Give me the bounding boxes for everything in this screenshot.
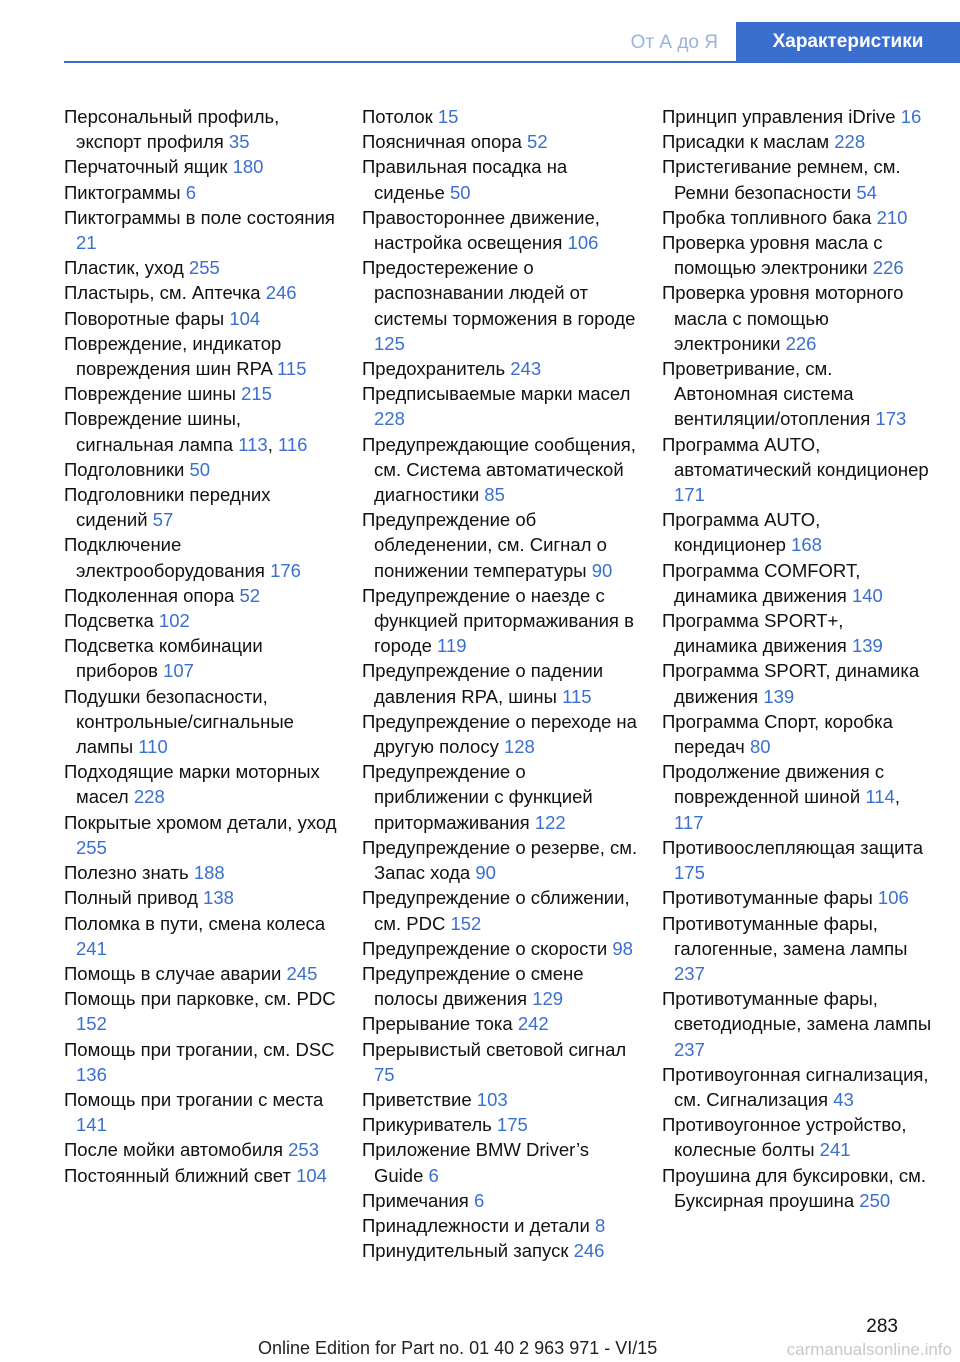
index-entry-text: Противоослепляющая защита — [662, 836, 924, 858]
index-entry-text: Перчаточный ящик — [64, 156, 228, 178]
page-link[interactable]: 104 — [229, 307, 261, 329]
index-entry — [362, 1238, 638, 1263]
index-column-1 — [64, 104, 340, 1188]
index-entry — [662, 129, 932, 154]
page-link[interactable]: 6 — [185, 181, 196, 203]
page-link[interactable]: 210 — [876, 206, 908, 228]
index-entry-text: Приветствие — [362, 1088, 472, 1110]
index-entry — [64, 684, 340, 760]
page-link[interactable]: 90 — [591, 559, 613, 581]
header-active-tab[interactable]: Характеристики — [736, 22, 960, 62]
index-entry — [64, 810, 340, 860]
index-entry — [64, 608, 340, 633]
index-entry-text: Проверка уровня моторного масла с помощью электроники — [662, 282, 904, 354]
index-entry-text: Противотуманные фары — [662, 887, 873, 909]
index-entry-text: Правильная посадка на сиденье — [362, 156, 568, 203]
index-entry — [64, 306, 340, 331]
index-entry — [64, 331, 340, 381]
index-entry-text: Программа Спорт, коробка передач — [662, 710, 893, 758]
page-link[interactable]: 107 — [163, 660, 194, 682]
index-entry — [64, 1087, 340, 1137]
page-link[interactable]: 141 — [76, 1114, 107, 1136]
page-link[interactable]: 171 — [674, 484, 705, 506]
index-entry-text: Программа SPORT+, динамика движения — [662, 610, 847, 657]
index-entry-text: Противоугонное устройство, колесные болты — [662, 1114, 907, 1161]
page-link[interactable]: 176 — [270, 559, 301, 581]
page-link[interactable]: 140 — [851, 584, 883, 606]
page-link[interactable]: 152 — [450, 912, 482, 934]
page-link[interactable]: 250 — [859, 1189, 891, 1211]
index-entry-text: Поворотные фары — [64, 307, 225, 329]
page-link[interactable]: 103 — [476, 1088, 508, 1110]
page-link[interactable]: 242 — [517, 1013, 549, 1035]
index-column-2 — [362, 104, 638, 1263]
page-link[interactable]: 188 — [193, 862, 225, 884]
index-entry-text: Примечания — [362, 1189, 469, 1211]
index-entry-text: Программа AUTO, автоматический кондиционер — [662, 433, 929, 480]
page-link[interactable]: 138 — [203, 887, 234, 909]
index-entry-text: Пиктограммы — [64, 181, 181, 203]
index-entry-text: Подходящие марки моторных масел — [64, 761, 320, 808]
index-entry-text: Прикуриватель — [362, 1114, 492, 1136]
index-entry-text: Предостережение о распознавании людей от системы торможения в городе — [362, 257, 636, 329]
index-column-3 — [662, 104, 932, 1213]
page-link[interactable]: 175 — [496, 1114, 528, 1136]
page-link[interactable]: 115 — [562, 685, 592, 707]
page-link[interactable]: 16 — [900, 106, 922, 127]
index-entry — [362, 356, 638, 381]
page-link[interactable]: 115 — [277, 358, 307, 380]
index-entry — [662, 1062, 932, 1112]
page-link[interactable]: 129 — [532, 988, 564, 1010]
page-link[interactable]: 8 — [594, 1214, 606, 1236]
index-entry — [64, 205, 340, 255]
index-entry-text: Поломка в пути, смена колеса — [64, 912, 326, 934]
page-link[interactable]: 253 — [288, 1139, 319, 1161]
index-entry — [64, 885, 340, 910]
index-entry-text: Подсветка — [64, 610, 154, 632]
page-link[interactable]: 226 — [872, 257, 904, 279]
index-entry — [64, 255, 340, 280]
index-entry — [662, 986, 932, 1062]
header-section-link[interactable]: От А до Я — [630, 32, 718, 53]
page-number: 283 — [866, 1316, 898, 1337]
index-entry — [362, 205, 638, 255]
index-entry — [662, 558, 932, 608]
page-link[interactable]: 175 — [674, 862, 705, 884]
index-entry — [64, 583, 340, 608]
index-entry-text: Пристегивание ремнем, см. Ремни безопасности — [662, 156, 901, 203]
index-entry — [662, 230, 932, 280]
index-entry — [362, 507, 638, 583]
index-entry — [64, 532, 340, 582]
page-link[interactable]: 114 — [865, 786, 895, 808]
page-link[interactable]: 80 — [749, 736, 771, 758]
index-entry-text: Полный привод — [64, 887, 198, 909]
page-link[interactable]: 228 — [374, 408, 405, 430]
index-entry — [64, 104, 340, 154]
index-entry — [64, 280, 340, 305]
index-entry-text: Программа SPORT, динамика движения — [662, 660, 920, 707]
index-entry-text: Потолок — [362, 106, 433, 127]
index-entry — [662, 1163, 932, 1213]
page-link[interactable]: 110 — [138, 736, 168, 758]
index-entry — [662, 154, 932, 204]
index-entry-text: Правостороннее движение, настройка освещения — [362, 206, 600, 254]
index-entry-text: Проверка уровня масла с помощью электроники — [662, 232, 883, 279]
page-link[interactable]: 246 — [573, 1240, 605, 1262]
index-entry-text: Прерывание тока — [362, 1013, 513, 1035]
page-link[interactable]: 128 — [503, 736, 535, 758]
index-entry-text: Принудительный запуск — [362, 1240, 569, 1262]
page-link[interactable]: 85 — [484, 484, 505, 506]
index-entry-text: Пластик, уход — [64, 257, 184, 279]
index-entry-text: Помощь при трогании с места — [64, 1088, 324, 1110]
page-link[interactable]: 57 — [152, 509, 174, 531]
page-link[interactable]: 228 — [133, 786, 165, 808]
index-entry: Продолжение движения с поврежденной шиной 114, 117 — [662, 761, 900, 833]
index-entry — [64, 1137, 340, 1162]
page-link[interactable]: 90 — [475, 862, 496, 884]
index-entry — [362, 936, 638, 961]
index-entry-text: Подколенная опора — [64, 584, 235, 606]
index-entry — [64, 911, 340, 961]
index-entry-text: Предупреждение о скорости — [362, 937, 608, 959]
index-entry — [362, 255, 638, 356]
index-entry-text: Полезно знать — [64, 862, 189, 884]
index-entry: Повреждение шины, сигнальная лампа 113, 116 — [64, 408, 308, 455]
page-link[interactable]: 43 — [833, 1088, 854, 1110]
index-entry-text: Предупреждение о приближении с функцией притормаживания — [362, 761, 593, 833]
index-entry — [64, 860, 340, 885]
page-link[interactable]: 50 — [449, 181, 471, 203]
index-entry — [662, 356, 932, 432]
index-entry-text: Программа COMFORT, динамика движения — [662, 559, 861, 606]
index-entry-text: Прерывистый световой сигнал — [362, 1038, 627, 1060]
index-entry — [662, 1112, 932, 1162]
page-link[interactable]: 237 — [674, 962, 705, 984]
index-entry — [662, 911, 932, 987]
page-link[interactable]: 139 — [763, 685, 795, 707]
page-link[interactable]: 241 — [76, 937, 107, 959]
index-entry — [64, 986, 340, 1036]
index-entry-text: Приложение BMW Driver’s Guide — [362, 1139, 590, 1186]
page-link[interactable]: 15 — [437, 106, 459, 127]
page-link[interactable]: 75 — [374, 1063, 395, 1085]
index-entry — [64, 180, 340, 205]
index-entry — [362, 1213, 638, 1238]
page-link[interactable]: 255 — [76, 836, 107, 858]
index-entry-text: Повреждение шины, сигнальная лампа — [64, 408, 242, 455]
page-link[interactable]: 246 — [265, 282, 297, 304]
index-entry — [362, 759, 638, 835]
index-entry-text: Помощь в случае аварии — [64, 962, 282, 984]
index-entry-text: Поясничная опора — [362, 131, 522, 153]
page-link[interactable]: 228 — [834, 131, 866, 153]
index-entry — [662, 885, 932, 910]
index-entry — [64, 1037, 340, 1087]
index-entry — [362, 1112, 638, 1137]
page-link[interactable]: 119 — [437, 635, 467, 657]
page-link[interactable]: 215 — [241, 383, 272, 405]
page-link[interactable]: 21 — [76, 232, 97, 254]
index-entry — [64, 961, 340, 986]
index-entry — [362, 835, 638, 885]
index-entry — [362, 961, 638, 1011]
index-entry-text: Постоянный ближний свет — [64, 1164, 291, 1186]
index-entry — [662, 658, 932, 708]
index-entry-text: Противотуманные фары, светодиодные, замена лампы — [662, 988, 932, 1035]
index-entry — [662, 608, 932, 658]
index-entry — [362, 129, 638, 154]
page-link[interactable]: 245 — [286, 962, 318, 984]
index-entry-text: Пластырь, см. Аптечка — [64, 282, 261, 304]
index-entry-text: Покрытые хромом детали, уход — [64, 811, 337, 833]
index-entry-text: Помощь при парковке, см. PDC — [64, 988, 336, 1010]
index-entry — [64, 482, 340, 532]
page-link[interactable]: 255 — [188, 257, 220, 279]
page-link[interactable]: 152 — [76, 1013, 107, 1035]
index-entry-text: Пробка топливного бака — [662, 206, 872, 228]
page-link[interactable]: 52 — [239, 584, 261, 606]
index-columns — [64, 104, 934, 1274]
page-link[interactable]: 6 — [428, 1164, 439, 1186]
index-entry-text: Проветривание, см. Автономная система вентиляции/отопления — [662, 358, 871, 430]
index-entry — [64, 633, 340, 683]
page-link[interactable]: 237 — [674, 1038, 705, 1060]
index-entry-text: Подголовники — [64, 458, 185, 480]
index-entry-text: Подушки безопасности, контрольные/сигнальные лампы — [64, 685, 294, 758]
index-entry — [64, 1163, 340, 1188]
index-entry — [362, 709, 638, 759]
index-entry-text: Присадки к маслам — [662, 131, 830, 153]
index-entry — [662, 709, 932, 759]
page-link[interactable]: 98 — [612, 937, 633, 959]
page-link[interactable]: 122 — [534, 811, 566, 833]
page-link[interactable]: 102 — [158, 610, 190, 632]
index-entry-text: Пиктограммы в поле состояния — [64, 206, 335, 228]
index-entry-text: После мойки автомобиля — [64, 1139, 283, 1161]
page-link[interactable]: 241 — [819, 1139, 851, 1161]
index-entry — [662, 507, 932, 557]
index-entry-text: Предупреждение о падении давления RPA, шины — [362, 660, 604, 707]
edition-footer: Online Edition for Part no. 01 40 2 963 971 - VI/15 — [258, 1338, 658, 1358]
index-entry — [362, 104, 638, 129]
index-entry — [362, 154, 638, 204]
index-entry-text: Предупреждение об обледенении, см. Сигнал о понижении температуры — [362, 509, 607, 581]
index-entry-text: Предохранитель — [362, 358, 506, 380]
page-link[interactable]: 106 — [877, 887, 909, 909]
index-entry — [64, 154, 340, 179]
page-link[interactable]: 54 — [856, 181, 877, 203]
index-entry-text: Повреждение шины — [64, 383, 236, 405]
page-link[interactable]: 6 — [473, 1189, 485, 1211]
index-entry — [64, 381, 340, 406]
index-entry — [64, 759, 340, 809]
index-entry-text: Подсветка комбинации приборов — [64, 635, 263, 682]
page-link[interactable]: 50 — [189, 458, 211, 480]
index-entry — [64, 457, 340, 482]
index-entry-text: Предупреждение о переходе на другую полосу — [362, 710, 637, 758]
page-link[interactable]: 139 — [851, 635, 883, 657]
index-entry-text: Подголовники передних сидений — [64, 484, 271, 531]
page-link[interactable]: 168 — [791, 534, 822, 556]
index-entry — [362, 1137, 638, 1187]
index-entry-text: Предупреждение о смене полосы движения — [362, 962, 584, 1010]
page-link[interactable]: 180 — [232, 156, 264, 178]
index-entry-text: Предписываемые марки масел — [362, 383, 631, 405]
page-link[interactable]: 113 — [238, 433, 268, 455]
index-entry-text: Противоугонная сигнализация, см. Сигнализация — [662, 1063, 929, 1110]
index-entry — [362, 1087, 638, 1112]
index-entry — [362, 432, 638, 508]
index-entry-text: Предупреждение о сближении, см. PDC — [362, 887, 630, 934]
index-entry — [362, 381, 638, 431]
page-link[interactable]: 52 — [527, 131, 548, 153]
page-link[interactable]: 104 — [296, 1164, 327, 1186]
page-link[interactable]: 226 — [785, 332, 817, 354]
index-entry-text: Персональный профиль, экспорт профиля — [64, 106, 280, 153]
page-link[interactable]: 35 — [228, 131, 250, 153]
page-link[interactable]: 106 — [567, 232, 599, 254]
page-link[interactable]: 136 — [76, 1063, 107, 1085]
watermark: carmanualsonline.info — [786, 1340, 952, 1359]
index-entry-text: Предупреждение о резерве, см. Запас хода — [362, 836, 638, 884]
page-link[interactable]: 116 — [277, 433, 308, 455]
index-entry — [362, 658, 638, 708]
index-entry — [662, 432, 932, 508]
page-link[interactable]: 125 — [374, 332, 405, 354]
index-entry-text: Предупреждение о наезде с функцией притормаживания в городе — [362, 584, 634, 657]
index-entry-text: Предупреждающие сообщения, см. Система автоматической диагностики — [362, 433, 636, 506]
index-entry-text: Проушина для буксировки, см. Буксирная проушина — [662, 1164, 927, 1211]
page-link[interactable]: 243 — [510, 358, 542, 380]
index-entry-text: Продолжение движения с поврежденной шиной — [662, 761, 885, 808]
page-link[interactable]: 173 — [875, 408, 907, 430]
index-entry — [362, 885, 638, 935]
index-entry-text: Принцип управления iDrive — [662, 106, 896, 127]
index-entry — [662, 104, 932, 129]
page-link[interactable]: 117 — [674, 811, 704, 833]
index-entry — [362, 1011, 638, 1036]
index-entry — [662, 835, 932, 885]
index-entry-text: Помощь при трогании, см. DSC — [64, 1038, 335, 1060]
index-entry-text: Принадлежности и детали — [362, 1214, 590, 1236]
index-entry — [662, 205, 932, 230]
index-entry-text: Повреждение, индикатор повреждения шин RPA — [64, 332, 282, 380]
index-entry — [662, 280, 932, 356]
index-entry — [362, 1188, 638, 1213]
index-entry-text: Программа AUTO, кондиционер — [662, 509, 821, 556]
index-entry — [362, 1037, 638, 1087]
index-entry-text: Подключение электрооборудования — [64, 534, 265, 581]
index-entry — [362, 583, 638, 659]
index-entry-text: Противотуманные фары, галогенные, замена лампы — [662, 912, 908, 959]
